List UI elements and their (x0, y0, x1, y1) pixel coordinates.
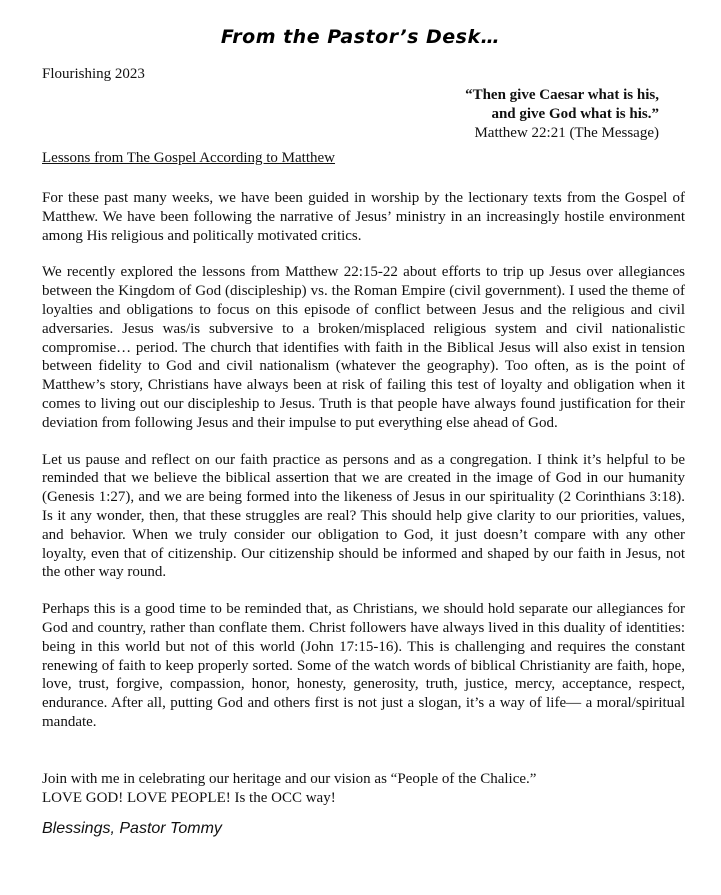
scripture-quote (465, 86, 659, 143)
closing-line-1: Join with me in celebrating our heritage and our vision as “People of the Chalice.” (42, 771, 537, 787)
paragraph-4: Perhaps this is a good time to be reminded that, as Christians, we should hold separate our allegiances for God and country, rather than conflate them. Christ followers have always lived in this duality of identities: being in this world but not of this world (John 17:15-16). This is challenging and requires the constant renewing of faith to keep properly sorted. Some of the watch words of biblical Christianity are faith, hope, love, trust, forgive, compassion, honor, honesty, generosity, truth, justice, mercy, acceptance, respect, endurance. After all, putting God and others first is not just a slogan, it’s a way of life— a moral/spiritual mandate. (42, 601, 685, 730)
quote-line-2: and give God what is his.” (491, 106, 659, 122)
closing-line-2: LOVE GOD! LOVE PEOPLE! Is the OCC way! (42, 790, 336, 806)
section-heading: Lessons from The Gospel According to Matthew (42, 150, 336, 166)
issue-label: Flourishing 2023 (42, 66, 145, 82)
quote-line-1: “Then give Caesar what is his, (465, 87, 659, 103)
paragraph-1: For these past many weeks, we have been guided in worship by the lectionary texts from the Gospel of Matthew. We have been following the narrative of Jesus’ ministry in an increasingly hostile environment among His religious and politically motivated critics. (42, 190, 685, 244)
paragraph-3: Let us pause and reflect on our faith practice as persons and as a congregation. I think it’s helpful to be reminded that we believe the biblical assertion that we are created in the image of God in our humanity (Genesis 1:27), and we are being formed into the likeness of Jesus in our spirituality (2 Corinthians 3:18). Is it any wonder, then, that these struggles are real? This should help give clarity to our priorities, values, and behavior. When we truly consider our obligation to God, it just doesn’t compare with any other loyalty, even that of citizenship. Our citizenship should be informed and shaped by our faith in Jesus, not the other way round. (42, 451, 685, 581)
closing-remarks (42, 770, 685, 808)
page-title: From the Pastor’s Desk… (220, 26, 501, 48)
paragraph-2: We recently explored the lessons from Matthew 22:15-22 about efforts to trip up Jesus over allegiances between the Kingdom of God (discipleship) vs. the Roman Empire (civil government). I used the theme of loyalties and obligations to focus on this episode of conflict between Jesus and the religious and civil adversaries. Jesus was/is subversive to a broken/misplaced religious system and civil nationalistic compromise… period. The church that identifies with faith in the Biblical Jesus will also exist in tension between fidelity to God and civil nationalism (whatever the geography). Too often, as is the point of Matthew’s story, Christians have always been at risk of failing this test of loyalty and obligation when it comes to living out our discipleship to Jesus. Truth is that people have always found justification for their deviation from following Jesus and their impulse to put everything else ahead of God. (42, 264, 685, 431)
article-body (42, 189, 685, 750)
quote-citation: Matthew 22:21 (The Message) (474, 125, 659, 141)
signature: Blessings, Pastor Tommy (42, 820, 222, 837)
